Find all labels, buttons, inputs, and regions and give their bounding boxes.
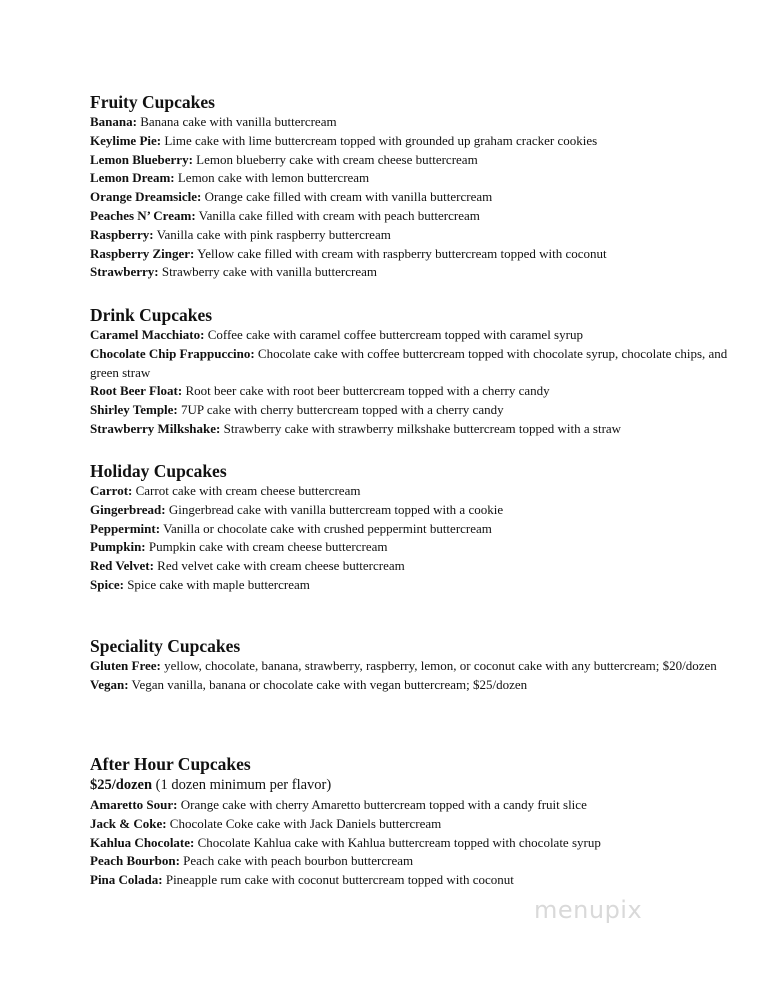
flavor-item — [90, 796, 750, 815]
flavor-name: Lemon Dream: — [90, 170, 175, 186]
section-title: Drink Cupcakes — [90, 305, 213, 325]
flavor-item — [90, 676, 750, 695]
flavor-name: Lemon Blueberry: — [90, 151, 193, 167]
flavor-description: Chocolate Coke cake with Jack Daniels buttercream — [169, 815, 442, 831]
flavor-description: Orange cake with cherry Amaretto buttercream topped with a candy fruit slice — [180, 797, 587, 812]
flavor-item — [90, 113, 750, 132]
flavor-name: Orange Dreamsicle: — [90, 189, 202, 205]
flavor-description: Vanilla or chocolate cake with crushed peppermint buttercream — [163, 520, 492, 536]
flavor-description: Gingerbread cake with vanilla buttercream topped with a cookie — [168, 501, 504, 517]
watermark-logo: menupix — [534, 896, 643, 924]
flavor-name: Strawberry Milkshake: — [90, 420, 221, 436]
flavor-name: Shirley Temple: — [90, 402, 178, 418]
flavor-name: Peppermint: — [90, 520, 161, 536]
flavor-item — [90, 245, 750, 264]
flavor-item — [90, 501, 750, 520]
flavor-name: Vegan: — [90, 676, 129, 692]
flavor-name: Gluten Free: — [90, 658, 161, 673]
section-title: Fruity Cupcakes — [90, 92, 215, 112]
flavor-description: Lemon cake with lemon buttercream — [177, 170, 370, 186]
flavor-name: Strawberry: — [90, 264, 159, 280]
flavor-description: Spice cake with maple buttercream — [127, 576, 310, 592]
flavor-description: Pumpkin cake with cream cheese buttercream — [148, 539, 388, 555]
flavor-item — [90, 226, 750, 245]
flavor-name: Chocolate Chip Frappuccino: — [90, 345, 255, 361]
flavor-description: Chocolate Kahlua cake with Kahlua buttercream topped with chocolate syrup — [197, 834, 601, 850]
flavor-description: Red velvet cake with cream cheese buttercream — [157, 558, 405, 574]
section-title: Speciality Cupcakes — [90, 636, 241, 656]
flavor-description: Root beer cake with root beer buttercream topped with a cherry candy — [185, 383, 550, 399]
flavor-item — [90, 382, 750, 401]
flavor-item — [90, 207, 750, 226]
flavor-description: Chocolate cake with coffee buttercream topped with chocolate syrup, chocolate chips, and green straw — [90, 345, 728, 380]
flavor-description: Carrot cake with cream cheese buttercream — [135, 483, 361, 498]
flavor-list — [90, 482, 750, 595]
flavor-name: Amaretto Sour: — [90, 797, 178, 812]
drink-cupcakes-section — [90, 304, 750, 439]
flavor-name: Gingerbread: — [90, 501, 166, 517]
flavor-item — [90, 345, 750, 383]
flavor-name: Peach Bourbon: — [90, 853, 180, 869]
price-line — [90, 775, 750, 796]
flavor-description: Peach cake with peach bourbon buttercream — [183, 853, 414, 869]
flavor-description: Orange cake filled with cream with vanilla buttercream — [204, 189, 493, 205]
flavor-item — [90, 657, 750, 676]
section-title: After Hour Cupcakes — [90, 754, 251, 774]
flavor-item — [90, 576, 750, 595]
flavor-item — [90, 852, 750, 871]
flavor-item — [90, 520, 750, 539]
flavor-description: Strawberry cake with strawberry milkshake buttercream topped with a straw — [223, 420, 622, 436]
flavor-list — [90, 657, 750, 695]
flavor-item — [90, 188, 750, 207]
flavor-name: Root Beer Float: — [90, 383, 183, 399]
flavor-name: Keylime Pie: — [90, 132, 162, 148]
flavor-list — [90, 113, 750, 282]
flavor-name: Pumpkin: — [90, 539, 146, 555]
flavor-item — [90, 326, 750, 345]
flavor-description: Lime cake with lime buttercream topped with grounded up graham cracker cookies — [164, 132, 598, 148]
flavor-description: Banana cake with vanilla buttercream — [140, 114, 337, 129]
flavor-description: Lemon blueberry cake with cream cheese buttercream — [196, 151, 478, 167]
flavor-name: Peaches N’ Cream: — [90, 207, 196, 223]
speciality-cupcakes-section — [90, 635, 750, 695]
flavor-item — [90, 401, 750, 420]
flavor-item — [90, 151, 750, 170]
after-hour-cupcakes-section — [90, 753, 750, 890]
flavor-item — [90, 834, 750, 853]
flavor-item — [90, 263, 750, 282]
flavor-item — [90, 538, 750, 557]
flavor-description: Coffee cake with caramel coffee buttercream topped with caramel syrup — [207, 327, 583, 342]
flavor-description: Strawberry cake with vanilla buttercream — [161, 264, 377, 280]
flavor-item — [90, 815, 750, 834]
flavor-name: Banana: — [90, 114, 137, 129]
flavor-item — [90, 871, 750, 890]
flavor-name: Carrot: — [90, 483, 133, 498]
flavor-item — [90, 557, 750, 576]
flavor-description: Yellow cake filled with cream with raspberry buttercream topped with coconut — [197, 245, 607, 261]
flavor-name: Red Velvet: — [90, 558, 154, 574]
flavor-name: Pina Colada: — [90, 872, 163, 888]
flavor-name: Caramel Macchiato: — [90, 327, 205, 342]
flavor-name: Spice: — [90, 576, 124, 592]
flavor-list — [90, 326, 750, 439]
section-title: Holiday Cupcakes — [90, 461, 227, 481]
holiday-cupcakes-section — [90, 460, 750, 595]
flavor-name: Jack & Coke: — [90, 815, 167, 831]
flavor-list — [90, 796, 750, 890]
flavor-item — [90, 132, 750, 151]
flavor-name: Kahlua Chocolate: — [90, 834, 195, 850]
flavor-name: Raspberry Zinger: — [90, 245, 195, 261]
flavor-description: Vegan vanilla, banana or chocolate cake with vegan buttercream; $25/dozen — [131, 676, 528, 692]
flavor-description: Vanilla cake filled with cream with peach buttercream — [198, 207, 480, 223]
flavor-item — [90, 169, 750, 188]
flavor-description: Vanilla cake with pink raspberry buttercream — [156, 226, 391, 242]
fruity-cupcakes-section — [90, 91, 750, 282]
flavor-item — [90, 420, 750, 439]
flavor-description: 7UP cake with cherry buttercream topped with a cherry candy — [181, 402, 504, 418]
flavor-description: yellow, chocolate, banana, strawberry, raspberry, lemon, or coconut cake with any buttercream; $20/dozen — [164, 658, 717, 673]
flavor-description: Pineapple rum cake with coconut buttercream topped with coconut — [165, 872, 514, 888]
price-note: (1 dozen minimum per flavor) — [155, 777, 332, 793]
price: $25/dozen — [90, 777, 153, 793]
flavor-name: Raspberry: — [90, 226, 154, 242]
flavor-item — [90, 482, 750, 501]
